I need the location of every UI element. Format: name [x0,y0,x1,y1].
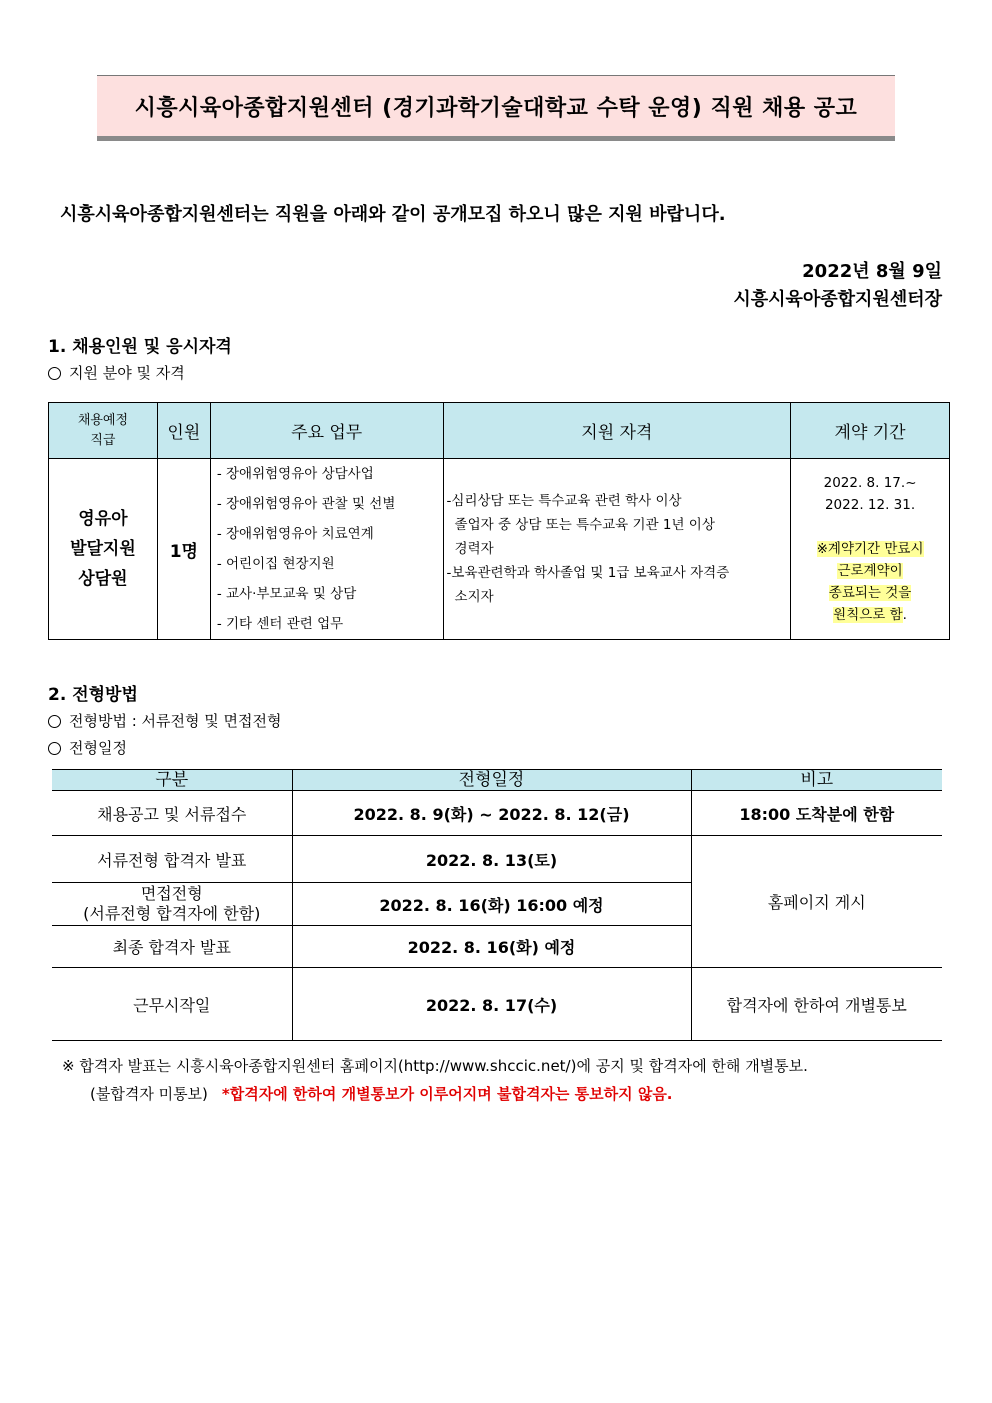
recruitment-header-row [49,403,950,459]
note-cell: 합격자에 한하여 개별통보 [691,968,942,1041]
category-cell: 면접전형 (서류전형 합격자에 한함) [52,883,292,926]
announcement-date: 2022년 8월 9일 [802,261,942,282]
circle-bullet-icon [48,742,61,755]
intro-text: 시흥시육아종합지원센터는 직원을 아래와 같이 공개모집 하오니 많은 지원 바랍니다. [60,204,726,225]
header-note: 비고 [691,770,942,791]
category-cell: 근무시작일 [52,968,292,1041]
schedule-cell: 2022. 8. 16(화) 16:00 예정 [292,883,691,926]
schedule-row [52,836,942,883]
contract-cell: 2022. 8. 17.~ 2022. 12. 31. ※계약기간 만료시 근로계약이 종료되는 것을 원칙으로 함. [791,459,950,640]
header-duties: 주요 업무 [210,403,443,459]
header-category: 구분 [52,770,292,791]
recruitment-table [48,402,950,640]
notice-red: *합격자에 한하여 개별통보가 이루어지며 불합격자는 통보하지 않음. [221,1085,673,1103]
count-cell: 1명 [157,459,210,640]
schedule-row [52,968,942,1041]
schedule-cell: 2022. 8. 16(화) 예정 [292,926,691,968]
section1-sub-text: 지원 분야 및 자격 [69,364,185,382]
note-cell: 18:00 도착분에 한함 [691,791,942,836]
category-cell: 채용공고 및 서류접수 [52,791,292,836]
header-schedule: 전형일정 [292,770,691,791]
duty-item: - 장애위험영유아 치료연계 [216,526,374,542]
recruitment-row [49,459,950,640]
duties-cell [210,459,443,640]
duty-item: - 교사·부모교육 및 상담 [216,586,357,602]
header-count: 인원 [157,403,210,459]
header-qualifications: 지원 자격 [443,403,791,459]
duty-item: - 어린이집 현장지원 [216,556,335,572]
duty-item: - 장애위험영유아 상담사업 [216,466,374,482]
section1-title: 1. 채용인원 및 응시자격 [48,337,232,357]
schedule-header-row [52,770,942,791]
circle-bullet-icon [48,367,61,380]
notice-line1: ※ 합격자 발표는 시흥시육아종합지원센터 홈페이지(http://www.shccic.net/)에 공지 및 합격자에 한해 개별통보. [62,1057,808,1075]
header-contract: 계약 기간 [791,403,950,459]
section2-sub2: 전형일정 [48,737,127,758]
schedule-cell: 2022. 8. 13(토) [292,836,691,883]
notice-line2: (불합격자 미통보) *합격자에 한하여 개별통보가 이루어지며 불합격자는 통보하지 않음. [90,1085,673,1103]
position-cell: 영유아 발달지원 상담원 [49,459,158,640]
section2-sub1: 전형방법 : 서류전형 및 면접전형 [48,710,282,731]
circle-bullet-icon [48,715,61,728]
section2-title: 2. 전형방법 [48,685,138,705]
category-cell: 최종 합격자 발표 [52,926,292,968]
category-cell: 서류전형 합격자 발표 [52,836,292,883]
header-position: 채용예정 직급 [49,403,158,459]
schedule-cell: 2022. 8. 9(화) ~ 2022. 8. 12(금) [292,791,691,836]
duty-item: - 기타 센터 관련 업무 [216,616,344,632]
issuer-name: 시흥시육아종합지원센터장 [733,289,942,310]
schedule-row [52,791,942,836]
schedule-cell: 2022. 8. 17(수) [292,968,691,1041]
qualifications-cell: -심리상담 또는 특수교육 관련 학사 이상 졸업자 중 상담 또는 특수교육 기관 1년 이상 경력자 -보육관련학과 학사졸업 및 1급 보육교사 자격증 소지자 [443,459,791,640]
section1-sub [48,362,185,383]
schedule-table [52,769,942,1041]
page-title: 시흥시육아종합지원센터 (경기과학기술대학교 수탁 운영) 직원 채용 공고 [97,75,895,141]
merged-note-cell: 홈페이지 게시 [691,836,942,968]
duty-item: - 장애위험영유아 관찰 및 선별 [216,496,396,512]
